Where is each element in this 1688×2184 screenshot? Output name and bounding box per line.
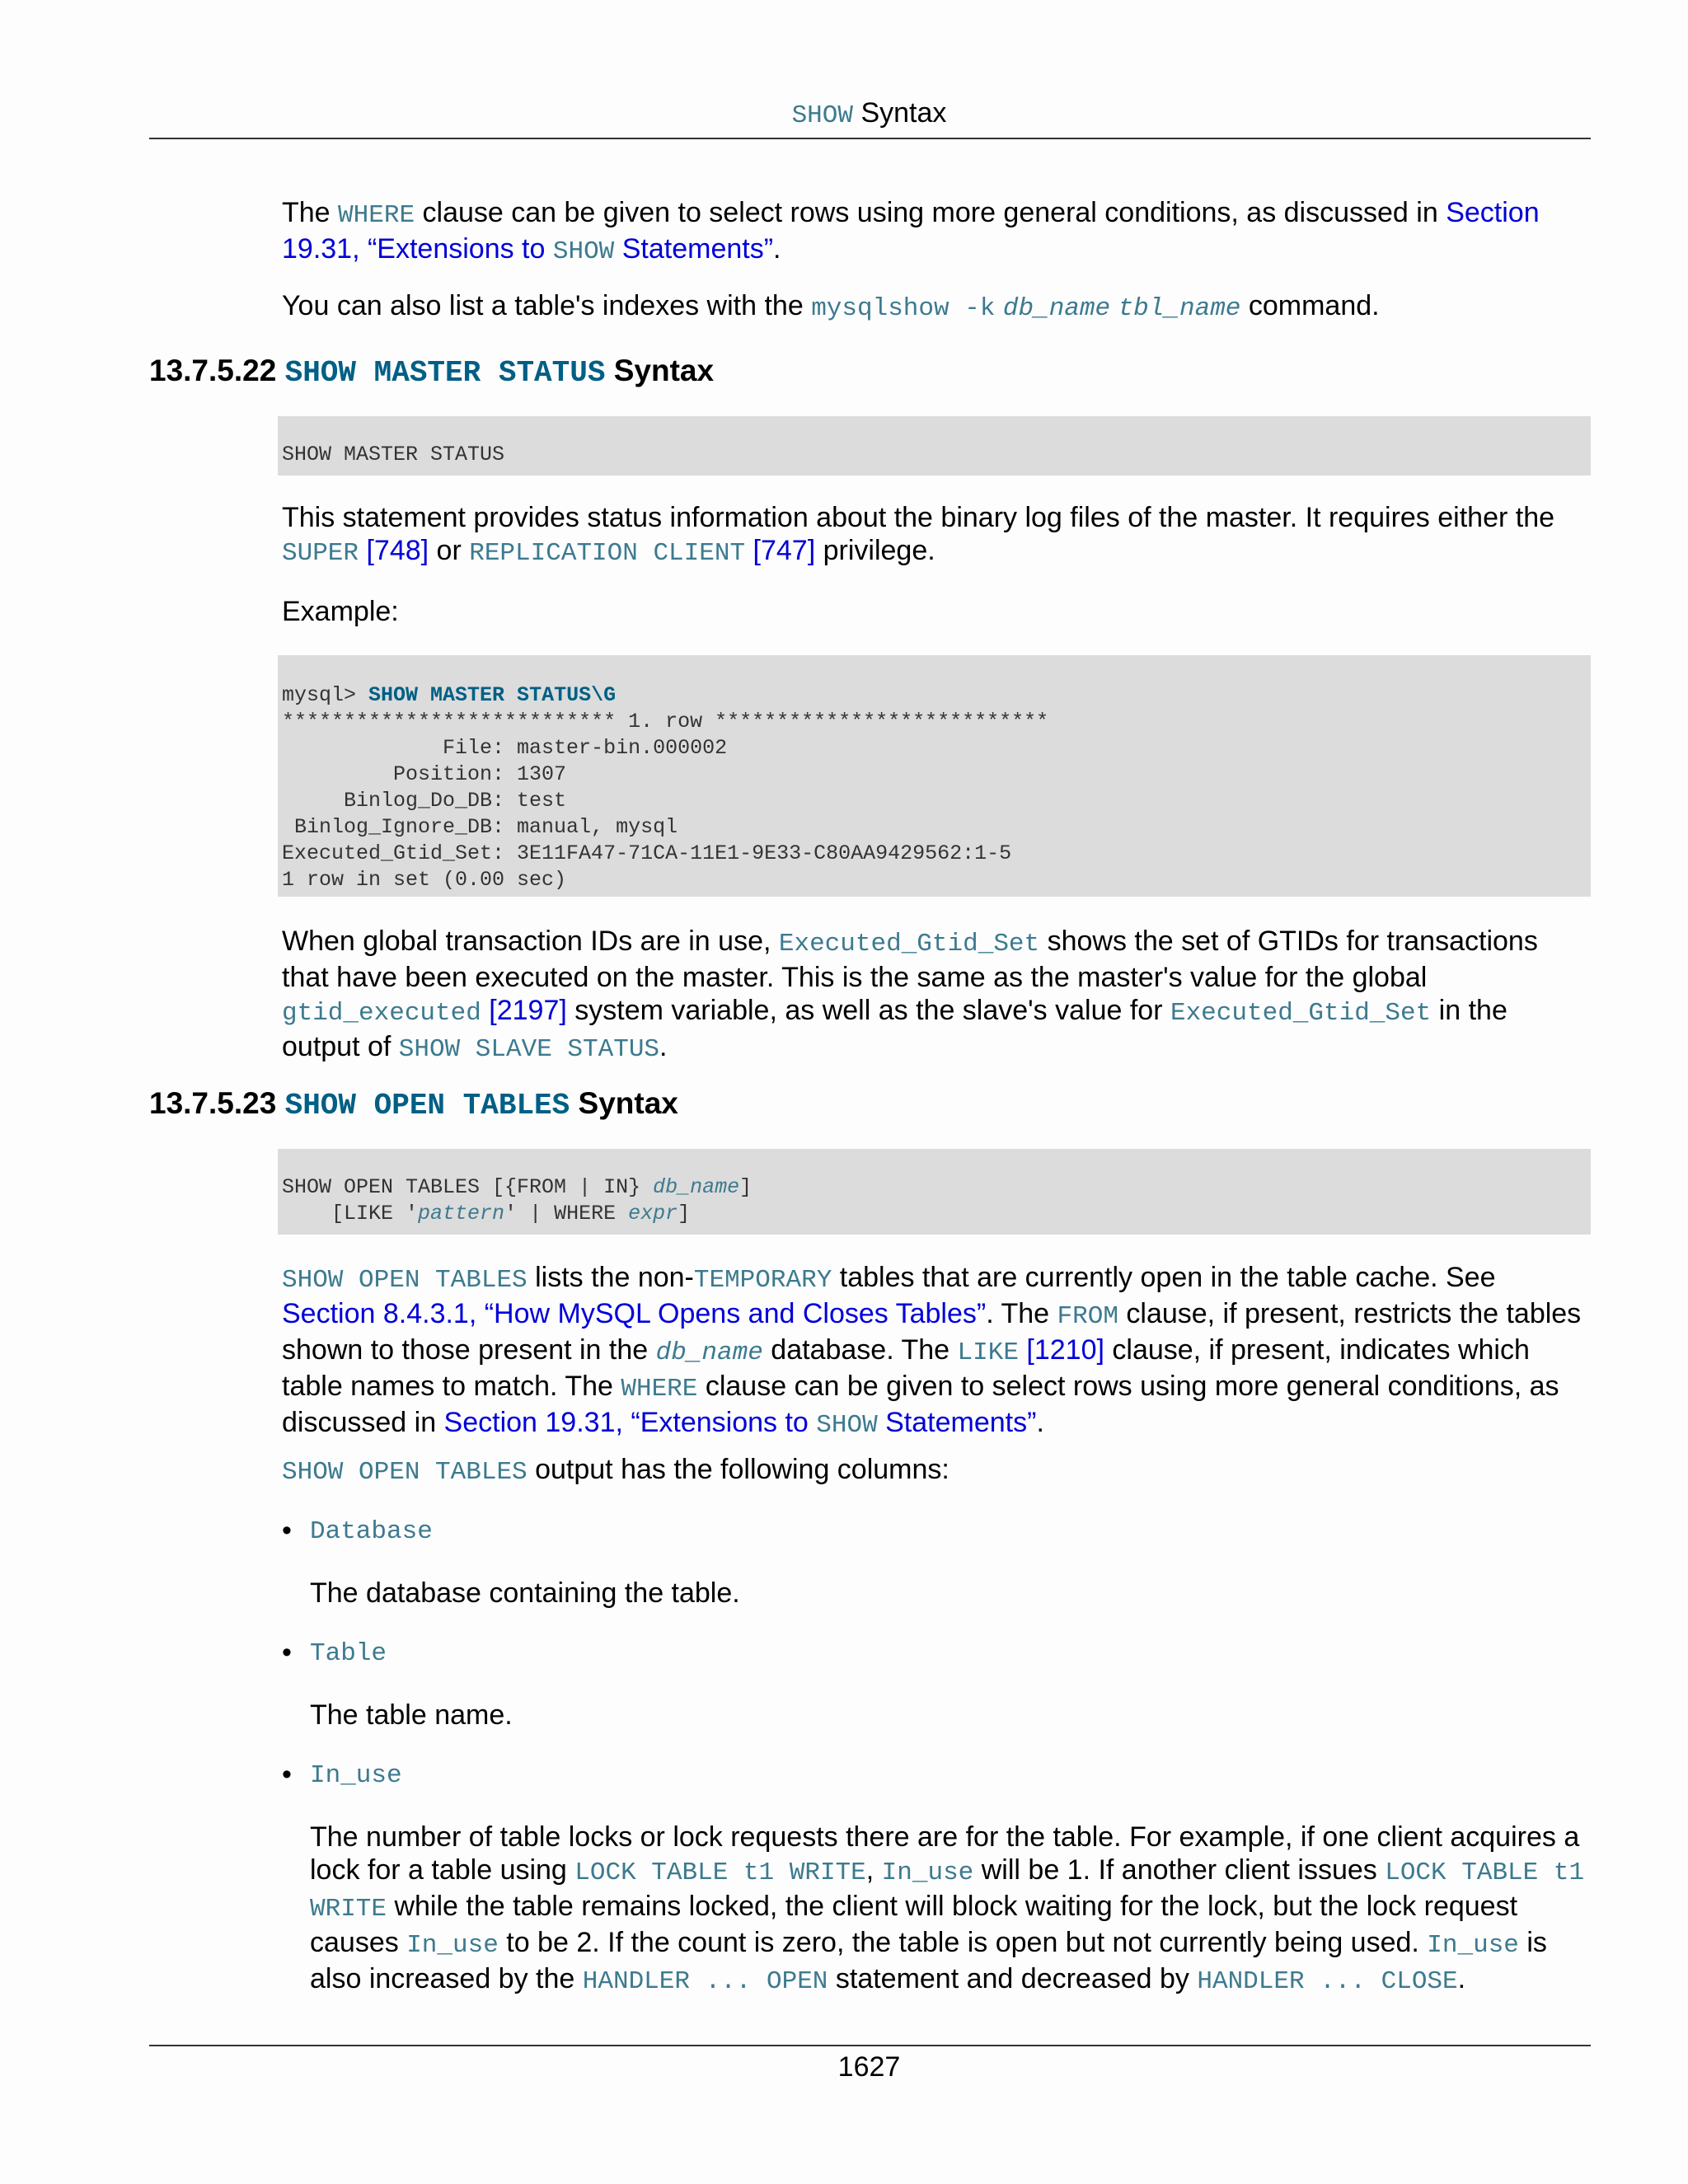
- ref-link-1210[interactable]: [1210]: [1026, 1334, 1104, 1366]
- paragraph-show-open-tables: SHOW OPEN TABLES lists the non-TEMPORARY tables that are currently open in the table cache. See Section 8.4.3.1, “How MySQL Opens and Closes Tables”. The FROM clause, if present, restricts the tables shown to those present in the db_name database. The LIKE [1210] clause, if present, indicates which table names to match. The WHERE clause can be given to select rows using more general conditions, as discussed in Section 19.31, “Extensions to SHOW Statements”.: [282, 1262, 1582, 1440]
- list-item-in-use-desc: The number of table locks or lock requests there are for the table. For example, if one client acquires a lock for a table using LOCK TABLE t1 WRITE, In_use will be 1. If another client issues LOCK TABLE t1 WRITE while the table remains locked, the client will block waiting for the lock, but the lock request causes In_use to be 2. If the count is zero, the table is open but not currently being used. In_use is also increased by the HANDLER ... OPEN statement and decreased by HANDLER ... CLOSE.: [310, 1821, 1585, 1996]
- bullet-icon: •: [282, 1637, 292, 1668]
- paragraph-executed-gtid-set: When global transaction IDs are in use, Executed_Gtid_Set shows the set of GTIDs for transactions that have been executed on the master. This is the same as the master's value for the global gtid_executed [2197] system variable, as well as the slave's value for Executed_Gtid_Set in the output of SHOW SLAVE STATUS.: [282, 926, 1538, 1064]
- example-block-master-status: mysql> SHOW MASTER STATUS\G *************************** 1. row *************************** File: master-bin.000002 Position: 1307 Binlog_Do_DB: test Binlog_Ignore_DB: manual, mysql Executed_Gtid_Set: 3E11FA47-71CA-11E1-9E33-C80AA9429562:1-5 1 row in set (0.00 sec): [278, 655, 1591, 897]
- syntax-block-show-open-tables: SHOW OPEN TABLES [{FROM | IN} db_name] [LIKE 'pattern' | WHERE expr]: [278, 1149, 1591, 1235]
- ref-link-747[interactable]: [747]: [753, 535, 816, 566]
- syntax-block-show-master-status: SHOW MASTER STATUS: [278, 416, 1591, 476]
- intro-paragraph-mysqlshow: You can also list a table's indexes with the mysqlshow -k db_name tbl_name command.: [282, 290, 1380, 323]
- header-code: SHOW: [791, 101, 853, 130]
- section-heading-show-master-status: 13.7.5.22 SHOW MASTER STATUS Syntax: [149, 354, 715, 390]
- paragraph-columns-intro: SHOW OPEN TABLES output has the following columns:: [282, 1454, 950, 1487]
- link-extensions-show[interactable]: Section 19.31, “Extensions to SHOW Statements”: [282, 197, 1540, 266]
- page-number: 1627: [837, 2051, 901, 2083]
- bullet-icon: •: [282, 1515, 292, 1546]
- footer-rule: [149, 2045, 1591, 2046]
- ref-link-748[interactable]: [748]: [366, 535, 429, 566]
- intro-paragraph-where: The WHERE clause can be given to select rows using more general conditions, as discussed in Section 19.31, “Extensions to SHOW Statements”.: [282, 197, 1540, 266]
- list-item-database-desc: The database containing the table.: [310, 1577, 740, 1609]
- paragraph-master-status-privilege: This statement provides status information about the binary log files of the master. It requires either the SUPER [748] or REPLICATION CLIENT [747] privilege.: [282, 502, 1555, 568]
- header-text: Syntax: [860, 97, 947, 129]
- link-how-mysql-opens-closes-tables[interactable]: Section 8.4.3.1, “How MySQL Opens and Closes Tables”: [282, 1298, 987, 1329]
- example-label: Example:: [282, 596, 399, 627]
- running-header: [0, 95, 1688, 134]
- bullet-icon: •: [282, 1759, 292, 1790]
- link-extensions-show-2[interactable]: Section 19.31, “Extensions to SHOW Statements”: [443, 1407, 1037, 1440]
- ref-link-2197[interactable]: [2197]: [489, 995, 567, 1026]
- section-heading-show-open-tables: 13.7.5.23 SHOW OPEN TABLES Syntax: [149, 1086, 678, 1122]
- header-rule: [149, 138, 1591, 139]
- list-item-table-desc: The table name.: [310, 1699, 513, 1731]
